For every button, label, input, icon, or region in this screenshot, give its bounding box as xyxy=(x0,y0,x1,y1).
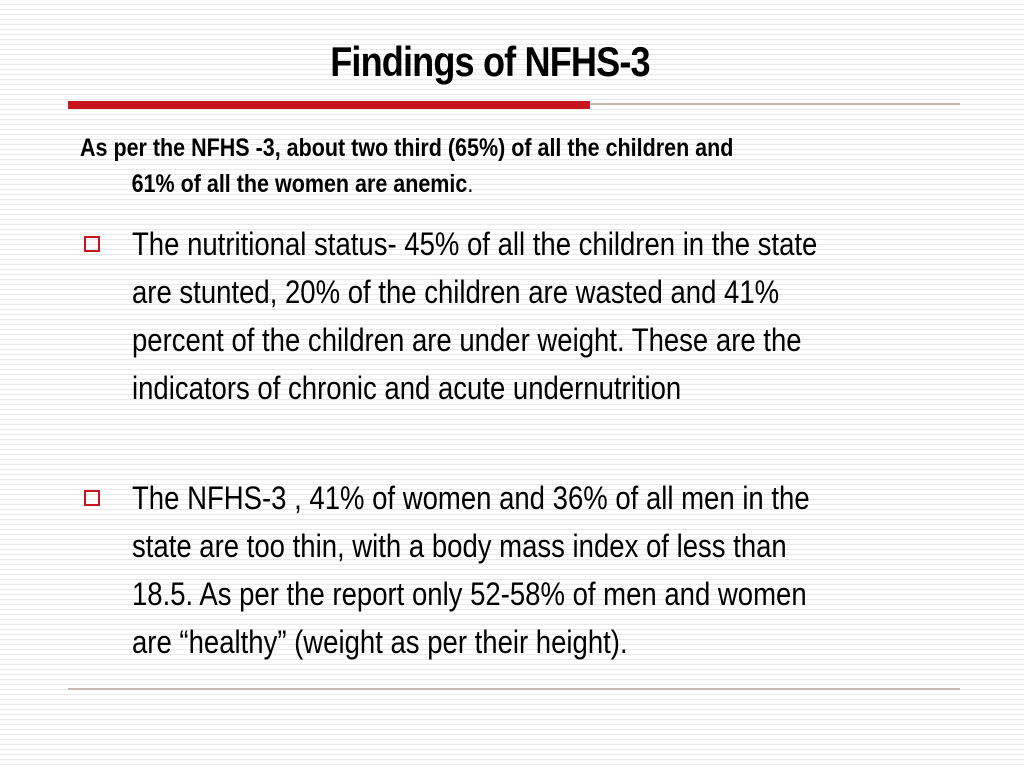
slide-title: Findings of NFHS-3 xyxy=(330,38,650,85)
bullet-2-line-2: state are too thin, with a body mass index of less than xyxy=(132,528,787,564)
intro-line-1: As per the NFHS -3, about two third (65%) of all the children and xyxy=(80,134,734,162)
hollow-square-bullet-icon xyxy=(84,490,100,506)
hollow-square-bullet-icon xyxy=(84,236,100,252)
bullet-point-bmi xyxy=(132,474,945,666)
bullet-1-line-1: The nutritional status- 45% of all the children in the state xyxy=(132,226,818,262)
intro-paragraph xyxy=(80,130,837,202)
bullet-2-line-3: 18.5. As per the report only 52-58% of men and women xyxy=(132,576,807,612)
bullet-2-line-4: are “healthy” (weight as per their height). xyxy=(132,624,628,660)
bullet-1-line-2: are stunted, 20% of the children are wasted and 41% xyxy=(132,274,780,310)
intro-line-2: 61% of all the women are anemic xyxy=(131,170,468,198)
footer-divider-line xyxy=(68,688,960,690)
bullet-1-line-3: percent of the children are under weight. These are the xyxy=(132,322,802,358)
intro-line-2-period: . xyxy=(467,170,474,198)
bullet-2-line-1: The NFHS-3 , 41% of women and 36% of all men in the xyxy=(132,480,810,516)
intro-line-2-wrapper xyxy=(80,166,837,202)
bullet-1-line-4: indicators of chronic and acute undernutrition xyxy=(132,370,682,406)
bullet-point-nutritional-status xyxy=(132,220,945,412)
title-underline-thin-line xyxy=(590,103,960,105)
title-underline-red-bar xyxy=(68,101,590,109)
